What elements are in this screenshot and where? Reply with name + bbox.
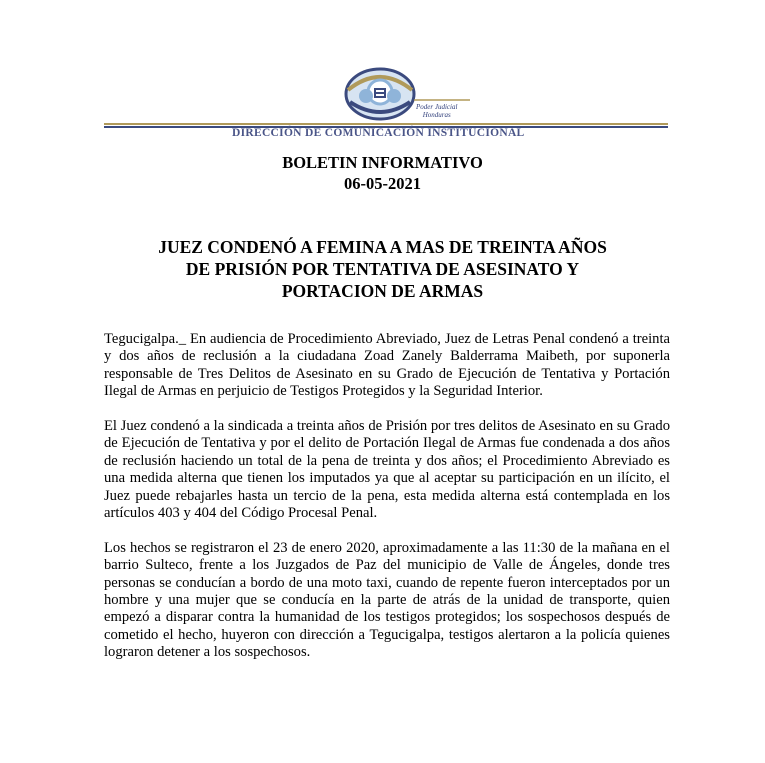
headline-line-1: JUEZ CONDENÓ A FEMINA A MAS DE TREINTA AÑOS (158, 237, 607, 257)
paragraph-3: Los hechos se registraron el 23 de enero 2020, aproximadamente a las 11:30 de la mañana en el barrio Sulteco, frente a los Juzgados de Paz del municipio de Valle de Ángeles, donde tres personas se conducían a bordo de una moto taxi, cuando de repente fueron interceptados por un hombre y una mujer que se conducía en la parte de atrás de la unidad de transporte, quien empezó a disparar contra la humanidad de los testigos protegidos; los sospechosos después de cometido el hecho, huyeron con dirección a Tegucigalpa, testigos alertaron a la policía quienes lograron detener a los sospechosos. (104, 539, 670, 661)
bulletin-block (0, 152, 765, 194)
bulletin-title: BOLETIN INFORMATIVO (282, 153, 483, 172)
headline-line-2: DE PRISIÓN POR TENTATIVA DE ASESINATO Y (185, 259, 580, 279)
poder-judicial-logo (340, 62, 490, 124)
paragraph-2: El Juez condenó a la sindicada a treinta años de Prisión por tres delitos de Asesinato en su Grado de Ejecución de Tentativa y por el delito de Portación Ilegal de Armas fue condenada a dos años de reclusión haciendo un total de la pena de treinta y dos años; el Procedimiento Abreviado es una medida alterna que tienen los imputados ya que al aceptar su participación en un ilícito, el Juez puede rebajarles hasta un tercio de la pena, esta medida alterna está contemplada en los artículos 403 y 404 del Código Procesal Penal. (104, 418, 670, 522)
article-body (104, 331, 670, 679)
logo-caption-line1: Poder Judicial (416, 103, 458, 111)
paragraph-1: Tegucigalpa._ En audiencia de Procedimiento Abreviado, Juez de Letras Penal condenó a treinta y dos años de reclusión a la ciudadana Zoad Zanely Balderrama Maibeth, por suponerla responsable de Tres Delitos de Asesinato en su Grado de Ejecución de Tentativa y Portación Ilegal de Armas en perjuicio de Testigos Protegidos y la Seguridad Interior. (104, 331, 670, 400)
headline (0, 236, 765, 302)
bulletin-date: 06-05-2021 (344, 174, 421, 193)
headline-line-3: PORTACION DE ARMAS (281, 281, 484, 301)
department-name: DIRECCIÓN DE COMUNICACIÓN INSTITUCIONAL (232, 127, 525, 139)
header-rule-gold (104, 123, 668, 125)
logo-caption-line2: Honduras (422, 111, 451, 119)
logo-caption (416, 103, 457, 119)
